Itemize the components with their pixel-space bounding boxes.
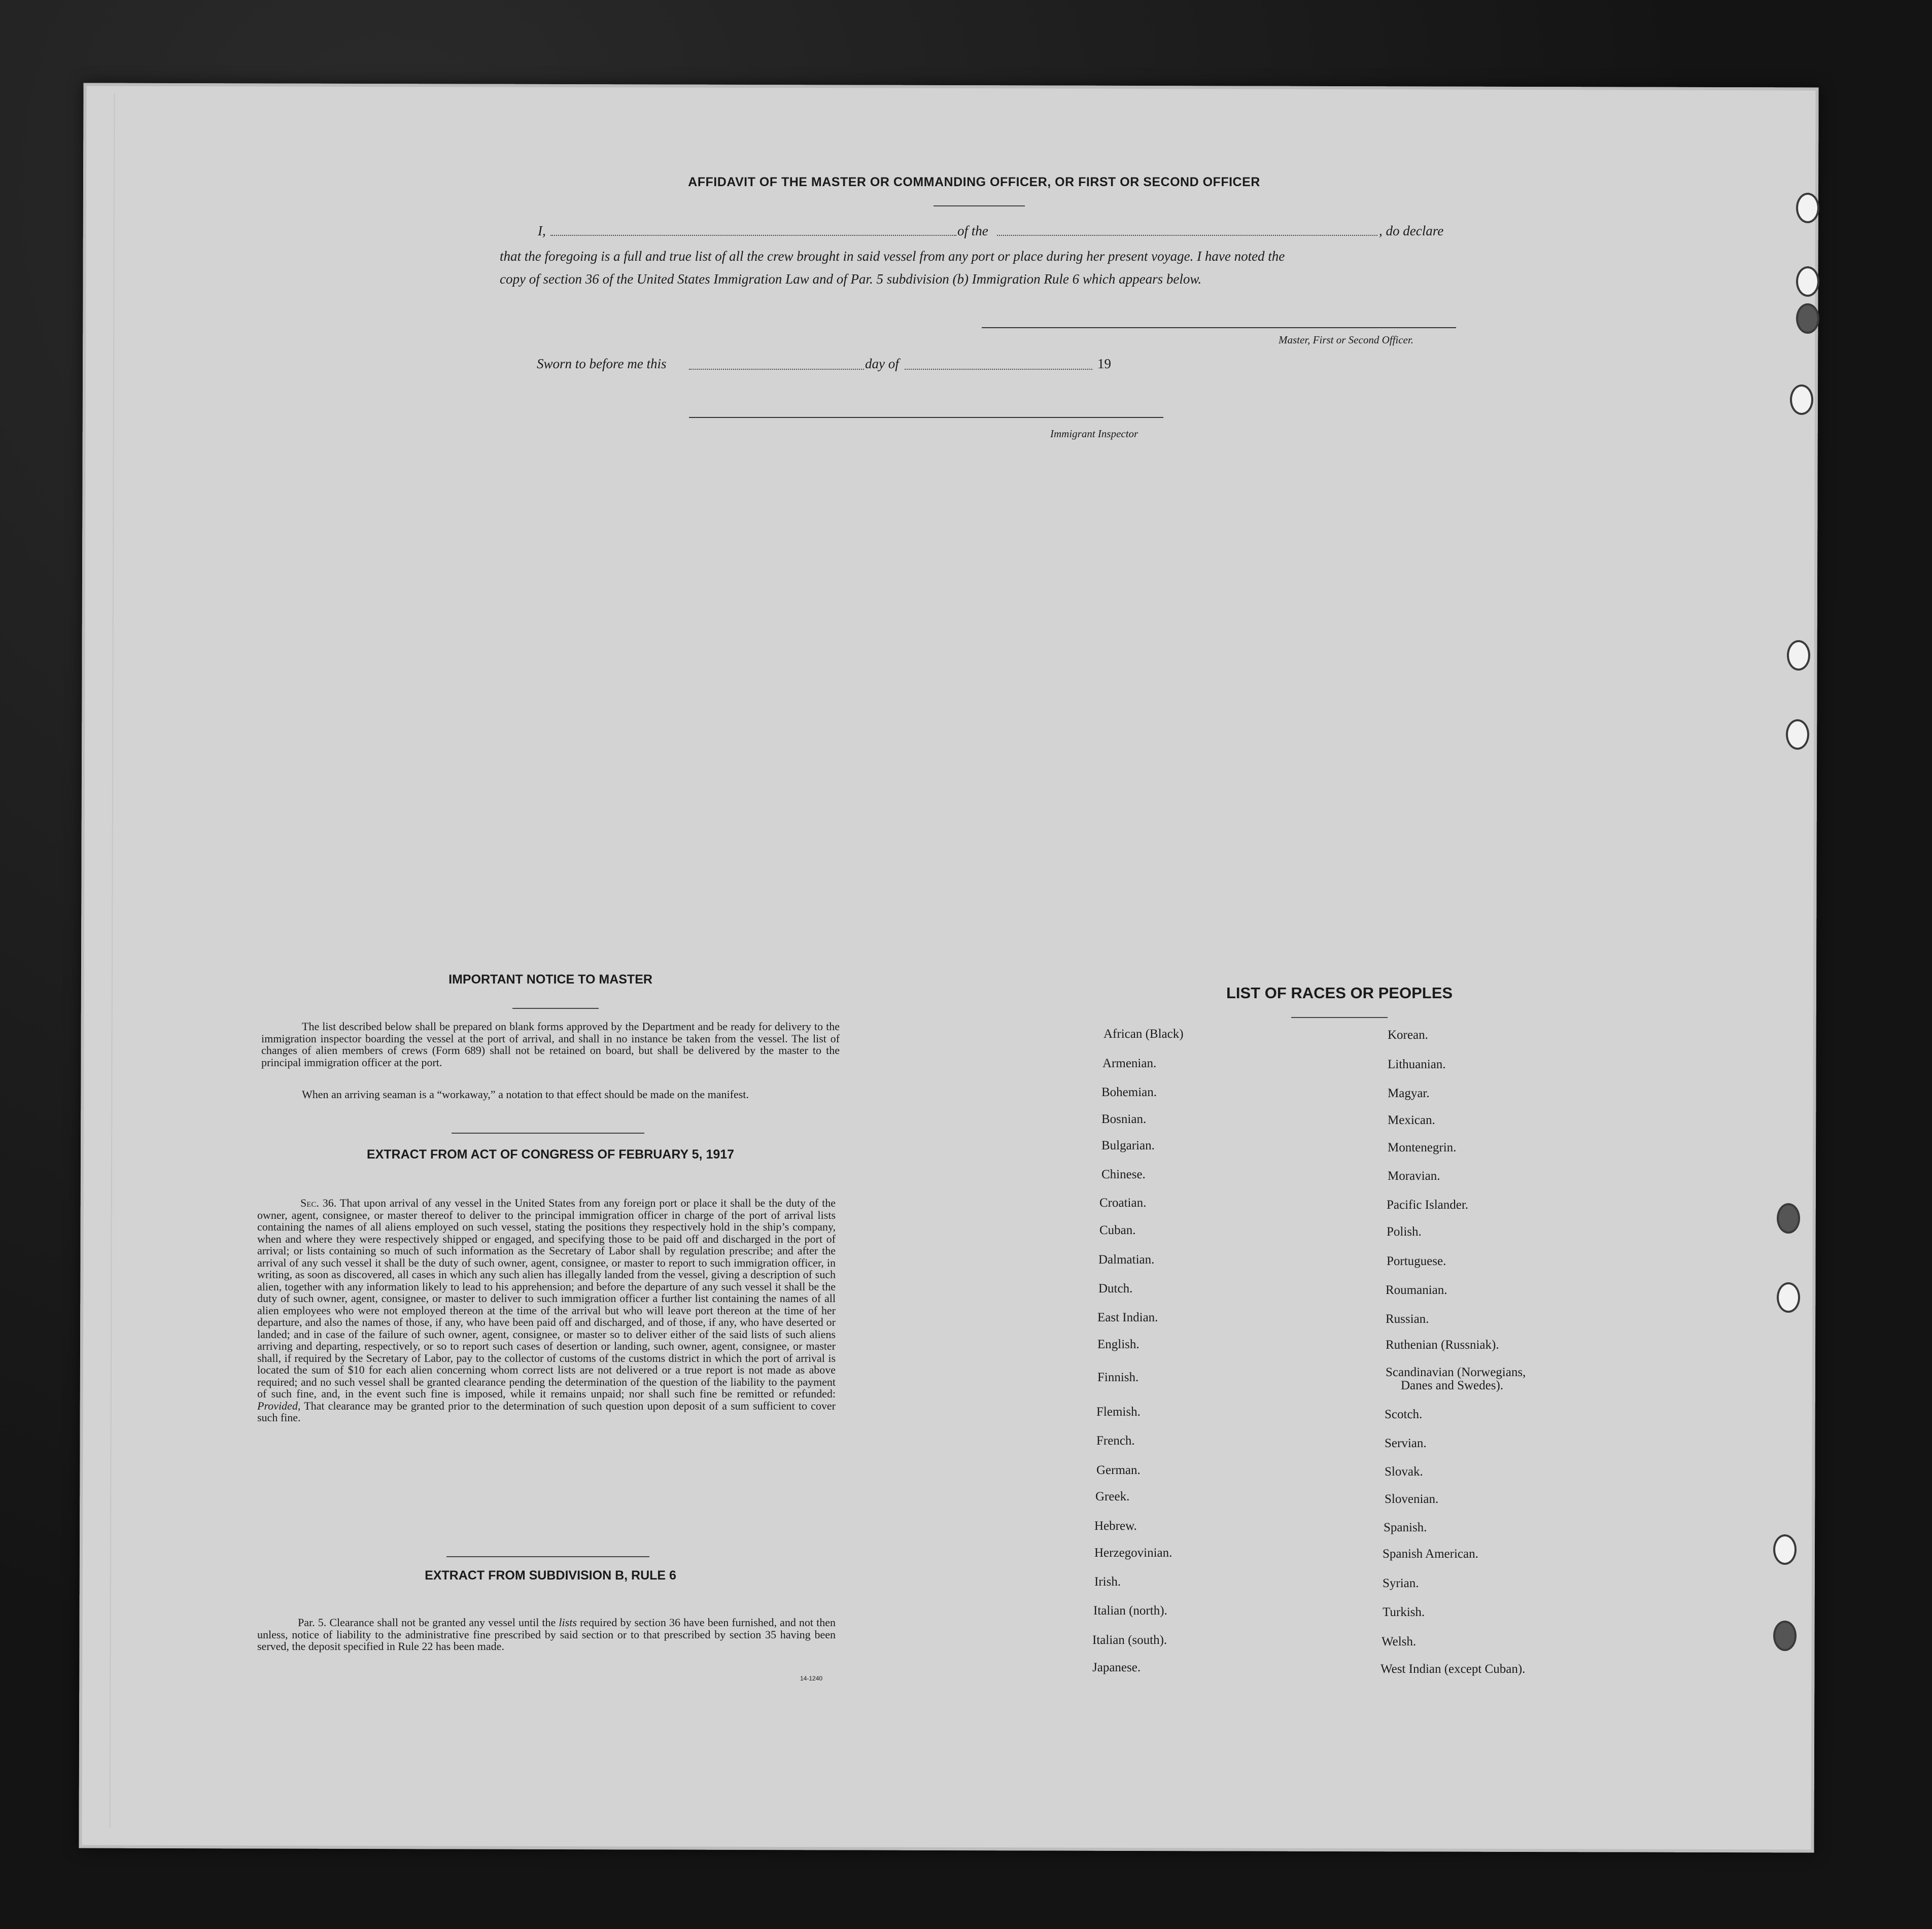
sworn-year: 19 xyxy=(1097,356,1111,371)
affidavit-line1-end: , do declare xyxy=(1379,223,1444,238)
race-item: Irish. xyxy=(1094,1575,1121,1589)
race-item: Servian. xyxy=(1385,1436,1427,1450)
race-item: Pacific Islander. xyxy=(1387,1198,1469,1212)
race-item: East Indian. xyxy=(1097,1311,1158,1324)
inspector-label: Immigrant Inspector xyxy=(1050,428,1138,440)
race-item: Magyar. xyxy=(1388,1086,1430,1100)
master-signature-label: Master, First or Second Officer. xyxy=(1279,334,1413,346)
race-item: Hebrew. xyxy=(1094,1519,1137,1533)
race-item: Italian (north). xyxy=(1093,1604,1167,1618)
master-signature-line xyxy=(982,327,1456,328)
race-item: Armenian. xyxy=(1102,1057,1157,1070)
sworn-month-blank xyxy=(905,369,1092,370)
vessel-blank xyxy=(997,235,1377,236)
race-item: Mexican. xyxy=(1388,1113,1435,1127)
sworn-date-blank xyxy=(689,369,864,370)
race-item: Croatian. xyxy=(1099,1196,1147,1210)
rule-extract-text xyxy=(257,1617,836,1653)
race-item: Italian (south). xyxy=(1092,1633,1167,1647)
act-text-proviso: That clearance may be granted prior to the determination of such question upon deposit of a sum sufficient to cover such fine. xyxy=(257,1399,836,1424)
rule-extract-title: EXTRACT FROM SUBDIVISION B, RULE 6 xyxy=(425,1568,676,1583)
race-item: Spanish. xyxy=(1384,1521,1427,1534)
rule-text-start: Par. 5. Clearance shall not be granted any vessel until the xyxy=(298,1616,556,1629)
race-item: English. xyxy=(1097,1338,1140,1351)
race-item: Dutch. xyxy=(1098,1282,1133,1295)
binder-hole xyxy=(1777,1282,1800,1313)
affidavit-line3: copy of section 36 of the United States Immigration Law and of Par. 5 subdivision (b) Immigration Rule 6 which appears below. xyxy=(500,271,1202,287)
race-item: Scotch. xyxy=(1385,1408,1423,1421)
race-item: Scandinavian (Norwegians, xyxy=(1386,1365,1526,1379)
race-item: German. xyxy=(1096,1463,1141,1477)
race-item: Slovenian. xyxy=(1385,1492,1439,1506)
race-item: Syrian. xyxy=(1383,1576,1419,1590)
race-item: Bohemian. xyxy=(1101,1085,1157,1099)
binder-hole xyxy=(1796,303,1819,334)
race-item: Moravian. xyxy=(1388,1169,1440,1183)
race-item: West Indian (except Cuban). xyxy=(1381,1662,1526,1676)
race-item: Spanish American. xyxy=(1383,1547,1478,1561)
act-extract-title: EXTRACT FROM ACT OF CONGRESS OF FEBRUARY 5, 1917 xyxy=(366,1147,735,1162)
section-divider xyxy=(452,1133,644,1134)
inspector-signature-line xyxy=(689,417,1163,418)
race-item: Bulgarian. xyxy=(1101,1139,1155,1152)
binder-hole xyxy=(1790,384,1813,415)
race-item: Portuguese. xyxy=(1387,1254,1446,1268)
binder-hole xyxy=(1773,1534,1797,1565)
binder-hole xyxy=(1796,266,1819,297)
race-item: Lithuanian. xyxy=(1388,1058,1446,1071)
race-item: Flemish. xyxy=(1096,1405,1141,1419)
section-divider xyxy=(446,1556,649,1557)
race-item: Chinese. xyxy=(1101,1168,1146,1181)
race-item: Welsh. xyxy=(1382,1635,1417,1649)
rule-text-end: required by section 36 have been furnished, and not then unless, notice of liability to the administrative fine prescribed by said section or to that prescribed by section 35 having been served, the deposit specified in Rule 22 has been made. xyxy=(257,1616,836,1653)
race-item: French. xyxy=(1096,1434,1135,1448)
title-divider xyxy=(934,205,1025,206)
race-item: African (Black) xyxy=(1103,1027,1184,1041)
races-title: LIST OF RACES OR PEOPLES xyxy=(1226,984,1453,1002)
name-blank xyxy=(550,235,956,236)
race-item: Bosnian. xyxy=(1101,1112,1147,1126)
race-item: Russian. xyxy=(1386,1312,1429,1326)
act-text-main: That upon arrival of any vessel in the United States from any foreign port or place it shall be the duty of the owner, agent, consignee, or master thereof to deliver to the principal immigration officer in charge of the port of arrival lists containing the names of all aliens employed on such vessel, stating the positions they respectively hold in the ship’s company, when and where they were respectively shipped or engaged, and specifying those to be paid off and discharged in the port of arrival; or lists containing so much of such information as the Secretary of Labor shall by regulation prescribe; and after the arrival of any such vessel it shall be the duty of such owner, agent, consignee, or master to report to such immigration officer, in writing, as soon as discovered, all cases in which any such alien has illegally landed from the vessel, giving a description of such alien, together with any information likely to lead to his apprehension; and before the departure of any such vessel it shall be the duty of such owner, agent, consignee, or master to deliver to such immigration officer a further list containing the names of all alien employees who were not employed thereon at the time of the arrival but who will leave port thereon at the time of her departure, and also the names of those, if any, who have been paid off and discharged, and of those, if any, who have deserted or landed; and in case of the failure of such owner, agent, consignee, or master so to deliver either of the said lists of such aliens arriving and departing, respectively, or so to report such cases of desertion or landing, such owner, agent, consignee, or master shall, if required by the Secretary of Labor, pay to the collector of customs of the customs district in which the port of arrival is located the sum of $10 for each alien concerning whom correct lists are not delivered or a true report is not made as above required; and no such vessel shall be granted clearance pending the determination of the question of the liability to the payment of such fine, and, in the event such fine is imposed, while it remains unpaid; nor shall such fine be remitted or refunded: xyxy=(257,1197,836,1400)
binder-hole xyxy=(1796,193,1819,223)
race-item: Japanese. xyxy=(1092,1661,1141,1674)
provided-word: Provided, xyxy=(257,1399,301,1412)
race-item: Herzegovinian. xyxy=(1094,1546,1172,1560)
notice-paragraph-2: When an arriving seaman is a “workaway,” a notation to that effect should be made on the manifest. xyxy=(302,1088,749,1101)
race-item: Polish. xyxy=(1387,1225,1422,1239)
race-item: Montenegrin. xyxy=(1388,1141,1457,1154)
race-item: Danes and Swedes). xyxy=(1401,1379,1504,1392)
act-extract-text xyxy=(257,1197,836,1424)
lists-word: lists xyxy=(559,1616,577,1629)
race-item: Korean. xyxy=(1388,1028,1428,1042)
binder-hole xyxy=(1787,640,1810,671)
sworn-day-text: day of xyxy=(865,356,899,371)
binder-hole xyxy=(1786,719,1809,750)
document-sheet xyxy=(79,83,1818,1853)
race-item: Greek. xyxy=(1095,1490,1130,1503)
form-number: 14-1240 xyxy=(800,1675,823,1682)
sworn-text: Sworn to before me this xyxy=(537,356,667,371)
race-item: Finnish. xyxy=(1097,1371,1139,1384)
binder-hole xyxy=(1773,1621,1797,1651)
race-item: Turkish. xyxy=(1383,1605,1425,1619)
notice-title: IMPORTANT NOTICE TO MASTER xyxy=(448,972,652,987)
affidavit-line2: that the foregoing is a full and true list of all the crew brought in said vessel from any port or place during her present voyage. I have noted the xyxy=(500,249,1285,264)
notice-divider xyxy=(512,1008,599,1009)
race-item: Ruthenian (Russniak). xyxy=(1386,1338,1499,1352)
race-item: Cuban. xyxy=(1099,1223,1136,1237)
notice-paragraph-1: The list described below shall be prepared on blank forms approved by the Department and be ready for delivery to the immigration inspector boarding the vessel at the port of arrival, and shall in no instance be taken from the vessel. The list of changes of alien members of crews (Form 689) shall not be retained on board, but shall be delivered by the master to the principal immigration officer at the port. xyxy=(261,1020,840,1069)
race-item: Dalmatian. xyxy=(1098,1253,1155,1267)
affidavit-line1-start: I, xyxy=(538,223,546,238)
race-item: Slovak. xyxy=(1385,1465,1423,1479)
affidavit-line1-mid: of the xyxy=(957,223,988,238)
races-divider xyxy=(1291,1017,1388,1018)
binder-hole xyxy=(1777,1203,1800,1234)
affidavit-title: AFFIDAVIT OF THE MASTER OR COMMANDING OFFICER, OR FIRST OR SECOND OFFICER xyxy=(688,175,1260,189)
race-item: Roumanian. xyxy=(1386,1283,1447,1297)
section-label: Sec. 36. xyxy=(300,1197,337,1209)
